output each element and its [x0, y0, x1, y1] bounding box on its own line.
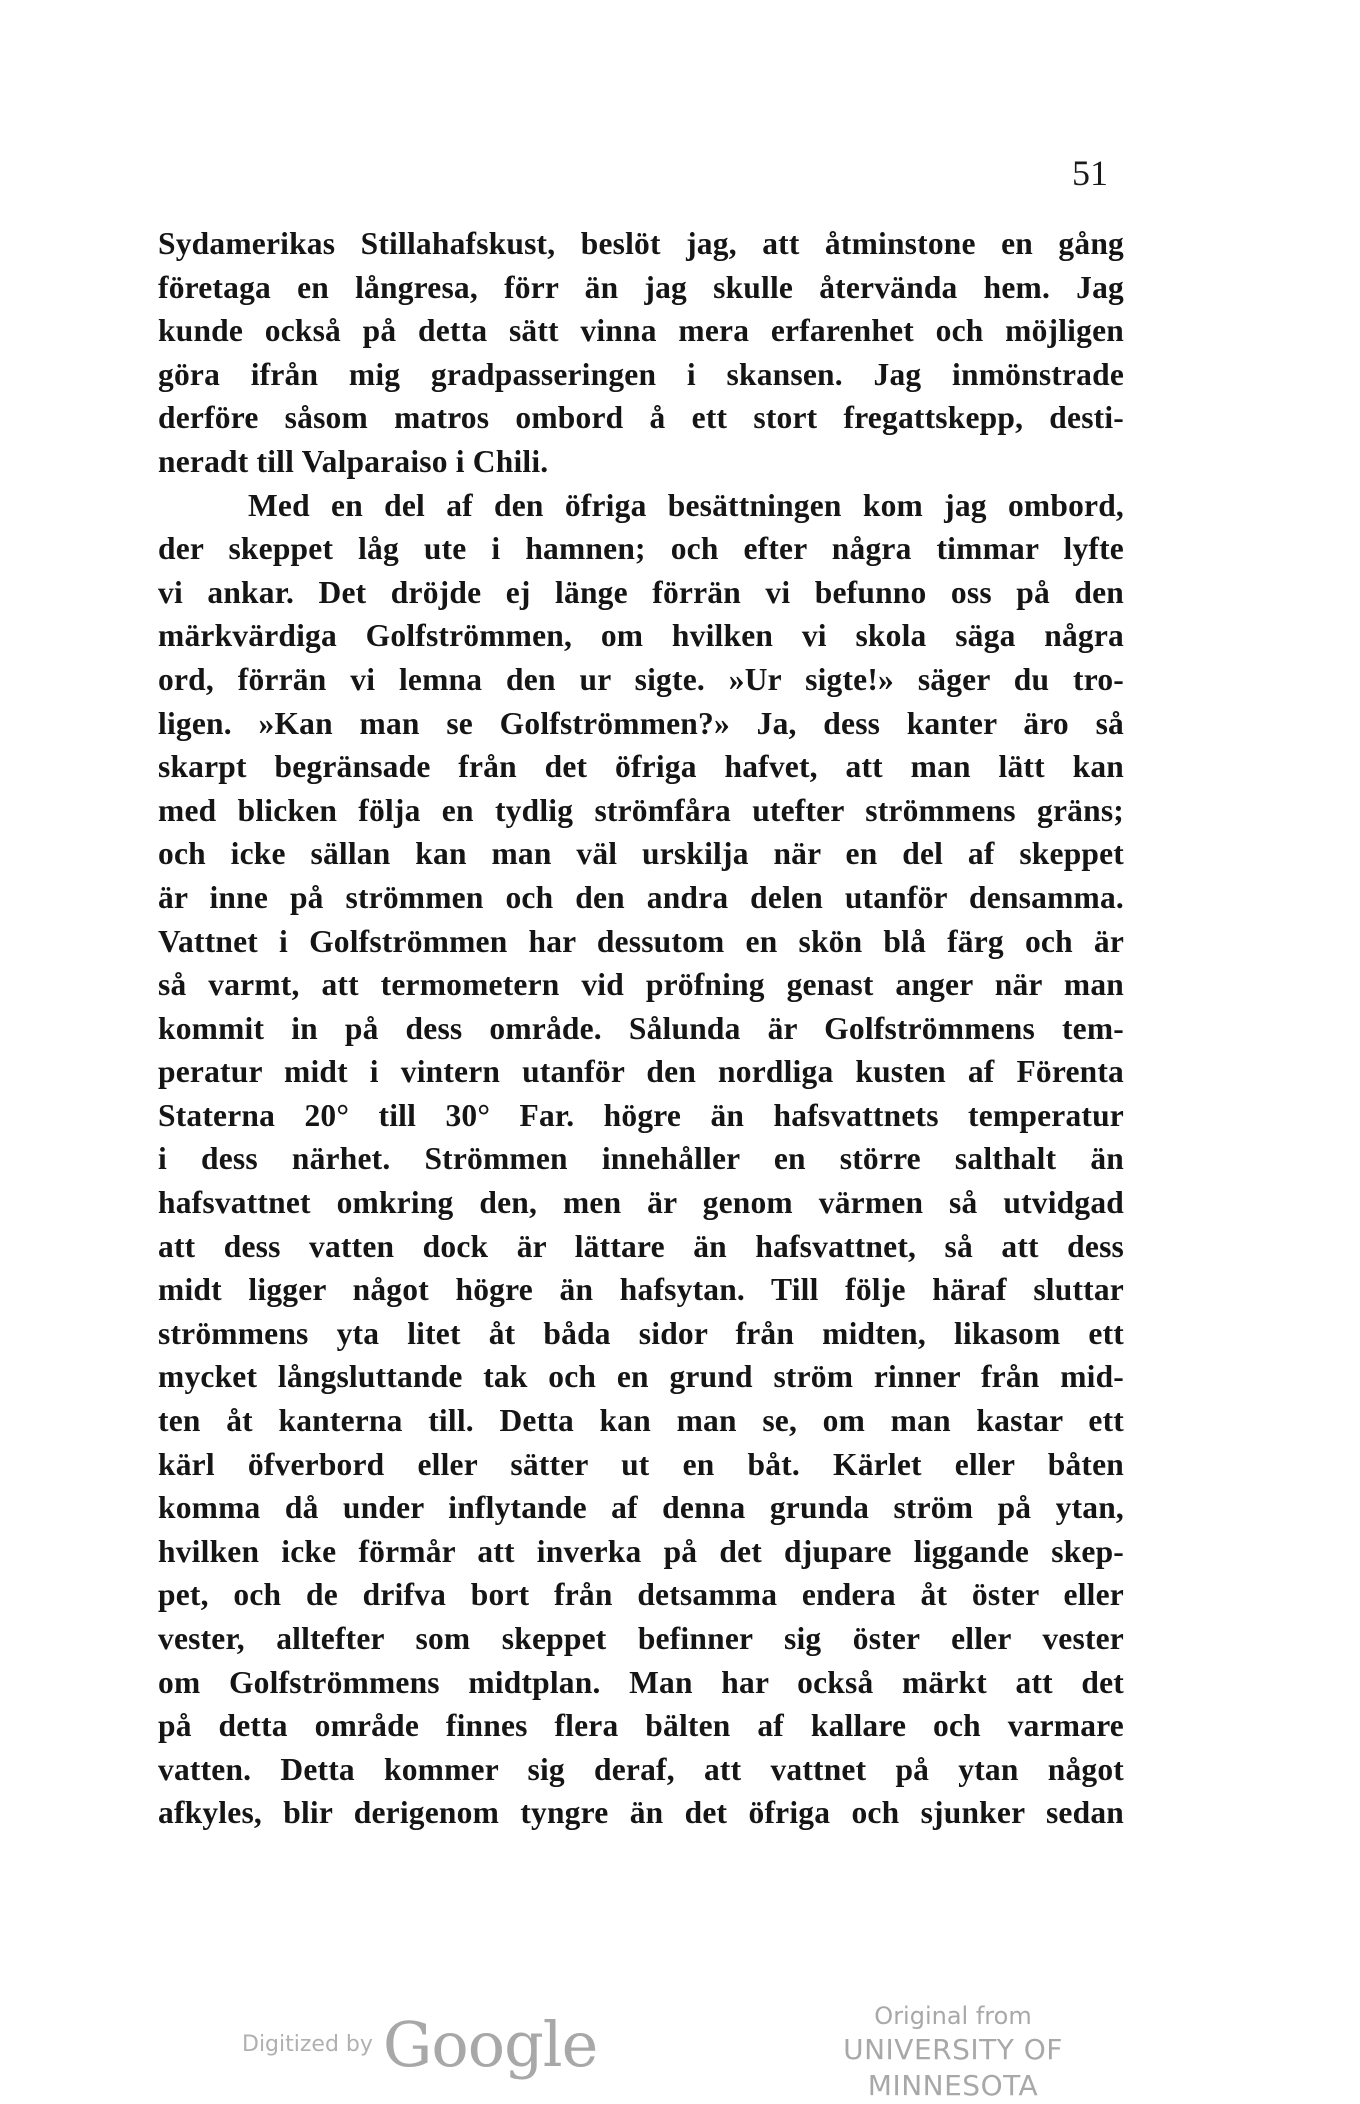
text-line: ord, förrän vi lemna den ur sigte. »Ur sigte!» säger du tro- — [158, 661, 1124, 697]
university-label: UNIVERSITY OF MINNESOTA — [843, 2033, 1063, 2102]
text-line: strömmens yta litet åt båda sidor från midten, likasom ett — [158, 1315, 1124, 1351]
digitized-by-label: Digitized by — [242, 2032, 373, 2057]
text-line: Med en del af den öfriga besättningen kom jag ombord, — [248, 487, 1124, 523]
text-line: Staterna 20° till 30° Far. högre än hafsvattnets temperatur — [158, 1097, 1124, 1133]
text-line: peratur midt i vintern utanför den nordliga kusten af Förenta — [158, 1054, 1124, 1090]
text-line: vi ankar. Det dröjde ej länge förrän vi befunno oss på den — [158, 574, 1124, 610]
text-line: afkyles, blir derigenom tyngre än det öfriga och sjunker sedan — [158, 1795, 1124, 1831]
text-line: och icke sällan kan man väl urskilja när en del af skeppet — [158, 836, 1124, 872]
body-text — [158, 222, 1124, 1835]
text-line: kärl öfverbord eller sätter ut en båt. Kärlet eller båten — [158, 1446, 1124, 1482]
text-line: i dess närhet. Strömmen innehåller en större salthalt än — [158, 1141, 1124, 1177]
google-logo: Google — [382, 2008, 598, 2081]
digitized-by-watermark — [242, 2008, 597, 2081]
text-line: komma då under inflytande af denna grunda ström på ytan, — [158, 1490, 1124, 1526]
text-line: så varmt, att termometern vid pröfning genast anger när man — [158, 967, 1124, 1003]
text-line: midt ligger något högre än hafsytan. Till följe häraf sluttar — [158, 1272, 1124, 1308]
text-line: med blicken följa en tydlig strömfåra utefter strömmens gräns; — [158, 792, 1124, 828]
text-line: hvilken icke förmår att inverka på det djupare liggande skep- — [158, 1533, 1124, 1569]
text-line: vatten. Detta kommer sig deraf, att vattnet på ytan något — [158, 1751, 1124, 1787]
text-line: på detta område finnes flera bälten af kallare och varmare — [158, 1708, 1124, 1744]
text-line: ten åt kanterna till. Detta kan man se, om man kastar ett — [158, 1403, 1124, 1439]
text-line: Sydamerikas Stillahafskust, beslöt jag, att åtminstone en gång — [158, 226, 1124, 261]
original-from-label: Original from — [874, 2002, 1032, 2030]
text-line: der skeppet låg ute i hamnen; och efter några timmar lyfte — [158, 531, 1124, 567]
text-line: Vattnet i Golfströmmen har dessutom en skön blå färg och är — [158, 923, 1124, 959]
text-line: mycket långsluttande tak och en grund ström rinner från mid- — [158, 1359, 1124, 1395]
text-line: att dess vatten dock är lättare än hafsvattnet, så att dess — [158, 1228, 1124, 1264]
text-line: är inne på strömmen och den andra delen utanför densamma. — [158, 879, 1124, 915]
text-line: skarpt begränsade från det öfriga hafvet, att man lätt kan — [158, 749, 1124, 785]
text-line: kunde också på detta sätt vinna mera erfarenhet och möjligen — [158, 313, 1124, 349]
text-line: företaga en långresa, förr än jag skulle återvända hem. Jag — [158, 269, 1124, 305]
text-line: derföre såsom matros ombord å ett stort fregattskepp, desti- — [158, 400, 1124, 436]
text-line: vester, alltefter som skeppet befinner sig öster eller vester — [158, 1621, 1124, 1656]
text-line: göra ifrån mig gradpasseringen i skansen. Jag inmönstrade — [158, 356, 1124, 392]
text-line: hafsvattnet omkring den, men är genom värmen så utvidgad — [158, 1185, 1124, 1221]
source-watermark — [778, 2000, 1128, 2104]
text-line: kommit in på dess område. Sålunda är Golfströmmens tem- — [158, 1010, 1124, 1046]
text-line: pet, och de drifva bort från detsamma endera åt öster eller — [158, 1577, 1124, 1613]
page-number: 51 — [1072, 153, 1108, 193]
text-line: om Golfströmmens midtplan. Man har också märkt att det — [158, 1664, 1124, 1700]
text-line: ligen. »Kan man se Golfströmmen?» Ja, dess kanter äro så — [158, 705, 1124, 741]
text-line: märkvärdiga Golfströmmen, om hvilken vi skola säga några — [158, 618, 1124, 654]
text-line: neradt till Valparaiso i Chili. — [158, 443, 549, 479]
